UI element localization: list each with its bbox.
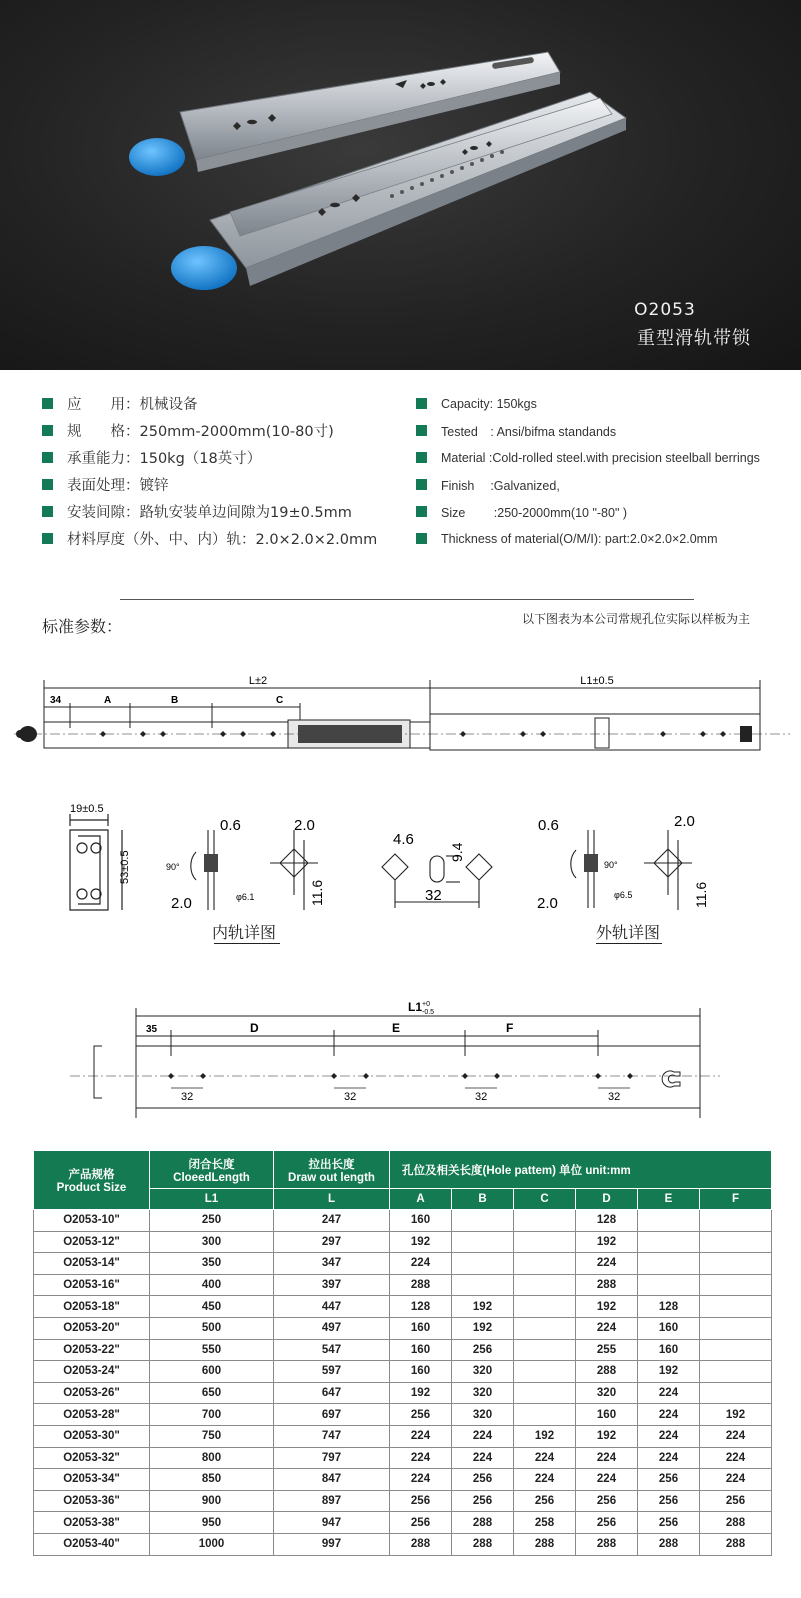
bullet-icon xyxy=(416,533,427,544)
outer-caption-underline xyxy=(596,943,662,944)
table-cell xyxy=(514,1361,576,1383)
table-cell: 997 xyxy=(274,1533,390,1555)
table-cell: 647 xyxy=(274,1382,390,1404)
table-cell: 256 xyxy=(576,1490,638,1512)
table-cell: 192 xyxy=(390,1382,452,1404)
table-cell: 224 xyxy=(700,1447,772,1469)
spec-item: Material :Cold-rolled steel.with precision steelball berrings xyxy=(416,444,760,471)
table-cell: 256 xyxy=(452,1339,514,1361)
table-cell xyxy=(514,1296,576,1318)
table-cell: 256 xyxy=(638,1512,700,1534)
table-cell: 800 xyxy=(150,1447,274,1469)
outer-rail-drawing xyxy=(0,1000,801,1124)
table-cell: O2053-40" xyxy=(34,1533,150,1555)
table-cell: 288 xyxy=(576,1533,638,1555)
table-cell xyxy=(638,1231,700,1253)
table-cell xyxy=(452,1274,514,1296)
dim-b-label: B xyxy=(171,695,179,706)
pitch-32-label: 32 xyxy=(475,1091,488,1103)
mid-94-label: 9.4 xyxy=(449,842,465,862)
table-cell: 850 xyxy=(150,1469,274,1491)
table-cell: 397 xyxy=(274,1274,390,1296)
table-cell: 288 xyxy=(514,1533,576,1555)
table-cell xyxy=(700,1274,772,1296)
hero-product-name: 重型滑轨带锁 xyxy=(637,328,751,349)
table-cell xyxy=(514,1404,576,1426)
subheader-b: B xyxy=(452,1189,514,1210)
table-cell xyxy=(452,1253,514,1275)
table-cell: 160 xyxy=(390,1339,452,1361)
spec-list-en xyxy=(416,390,760,552)
dim-35-label: 35 xyxy=(146,1024,158,1035)
table-cell: 697 xyxy=(274,1404,390,1426)
spec-item: 应 用：机械设备 xyxy=(42,390,377,417)
table-row xyxy=(34,1210,772,1232)
table-cell: 192 xyxy=(452,1317,514,1339)
table-row xyxy=(34,1533,772,1555)
table-cell: 650 xyxy=(150,1382,274,1404)
table-row xyxy=(34,1339,772,1361)
table-cell: O2053-36" xyxy=(34,1490,150,1512)
dim-l1-label: L1±0.5 xyxy=(580,675,614,687)
table-cell: 447 xyxy=(274,1296,390,1318)
table-cell: 288 xyxy=(390,1533,452,1555)
section-note: 以下图表为本公司常规孔位实际以样板为主 xyxy=(522,612,751,626)
slide-side-drawing xyxy=(0,670,801,774)
table-row xyxy=(34,1447,772,1469)
hero-model-number: O2053 xyxy=(634,300,696,320)
table-cell: 947 xyxy=(274,1512,390,1534)
inner-06-label: 0.6 xyxy=(220,817,241,834)
dim-f-label: F xyxy=(506,1021,514,1035)
table-cell: 256 xyxy=(638,1490,700,1512)
table-cell xyxy=(700,1382,772,1404)
table-cell: 256 xyxy=(390,1490,452,1512)
spec-list xyxy=(0,390,801,560)
mid-46-label: 4.6 xyxy=(393,831,414,848)
table-row xyxy=(34,1490,772,1512)
table-cell: O2053-16" xyxy=(34,1274,150,1296)
table-cell: 224 xyxy=(576,1447,638,1469)
outer-20a-label: 2.0 xyxy=(674,813,695,830)
table-cell xyxy=(514,1382,576,1404)
table-cell: 500 xyxy=(150,1317,274,1339)
bullet-icon xyxy=(42,479,53,490)
table-cell: 747 xyxy=(274,1425,390,1447)
table-cell: 224 xyxy=(638,1425,700,1447)
table-cell: 224 xyxy=(576,1469,638,1491)
table-row xyxy=(34,1469,772,1491)
table-cell: 847 xyxy=(274,1469,390,1491)
bullet-icon xyxy=(416,398,427,409)
table-cell: 192 xyxy=(514,1425,576,1447)
table-cell: 288 xyxy=(700,1533,772,1555)
table-cell: 224 xyxy=(576,1317,638,1339)
spec-item: 规 格：250mm-2000mm(10-80寸) xyxy=(42,417,377,444)
hero-banner xyxy=(0,0,801,370)
table-cell: 400 xyxy=(150,1274,274,1296)
inner-116-label: 11.6 xyxy=(309,879,325,906)
table-row xyxy=(34,1317,772,1339)
bullet-icon xyxy=(42,533,53,544)
table-cell: 797 xyxy=(274,1447,390,1469)
bullet-icon xyxy=(416,479,427,490)
table-cell: O2053-28" xyxy=(34,1404,150,1426)
section-divider xyxy=(120,599,694,600)
table-cell: O2053-10" xyxy=(34,1210,150,1232)
inner-phi-label: φ6.1 xyxy=(236,892,255,902)
table-cell: 950 xyxy=(150,1512,274,1534)
table-cell: 192 xyxy=(576,1296,638,1318)
table-cell: 350 xyxy=(150,1253,274,1275)
table-cell: 128 xyxy=(576,1210,638,1232)
table-cell: 256 xyxy=(452,1469,514,1491)
table-cell: 224 xyxy=(514,1469,576,1491)
header-draw: 拉出长度 Draw out length xyxy=(274,1151,390,1189)
spec-item: Thickness of material(O/M/I): part:2.0×2.0×2.0mm xyxy=(416,525,760,552)
table-row xyxy=(34,1425,772,1447)
table-cell: 192 xyxy=(390,1231,452,1253)
table-cell: 320 xyxy=(452,1361,514,1383)
table-cell: 256 xyxy=(638,1469,700,1491)
table-cell: 288 xyxy=(452,1533,514,1555)
table-cell: 192 xyxy=(638,1361,700,1383)
spec-item: Tested : Ansi/bifma standands xyxy=(416,417,760,444)
inner-20b-label: 2.0 xyxy=(171,895,192,912)
table-cell xyxy=(514,1339,576,1361)
outer-90-label: 90° xyxy=(604,860,618,870)
outer-phi-label: φ6.5 xyxy=(614,890,633,900)
table-cell: 224 xyxy=(576,1253,638,1275)
table-cell: 255 xyxy=(576,1339,638,1361)
table-cell: 550 xyxy=(150,1339,274,1361)
dim-l1-tol-up: +0 xyxy=(422,1001,430,1008)
table-cell: 600 xyxy=(150,1361,274,1383)
subheader-e: E xyxy=(638,1189,700,1210)
table-cell: 256 xyxy=(514,1490,576,1512)
table-cell: 256 xyxy=(390,1512,452,1534)
dim-l1-label: L1 xyxy=(408,1000,423,1014)
table-cell: 320 xyxy=(452,1382,514,1404)
table-cell: 224 xyxy=(638,1447,700,1469)
pitch-32-label: 32 xyxy=(344,1091,357,1103)
table-cell: O2053-12" xyxy=(34,1231,150,1253)
table-cell xyxy=(700,1231,772,1253)
table-cell: O2053-30" xyxy=(34,1425,150,1447)
spec-item: 材料厚度（外、中、内）轨：2.0×2.0×2.0mm xyxy=(42,525,377,552)
table-cell xyxy=(700,1339,772,1361)
table-row xyxy=(34,1512,772,1534)
dim-e-label: E xyxy=(392,1021,401,1035)
outer-20b-label: 2.0 xyxy=(537,895,558,912)
table-cell: 288 xyxy=(700,1512,772,1534)
bullet-icon xyxy=(42,452,53,463)
table-cell: O2053-20" xyxy=(34,1317,150,1339)
table-row xyxy=(34,1382,772,1404)
table-cell xyxy=(700,1296,772,1318)
dim-d-label: D xyxy=(250,1021,259,1035)
detail-drawings-svg xyxy=(0,800,801,920)
table-cell: 256 xyxy=(452,1490,514,1512)
outer-116-label: 11.6 xyxy=(693,881,709,908)
table-cell: 192 xyxy=(576,1231,638,1253)
table-cell: 297 xyxy=(274,1231,390,1253)
table-cell: 224 xyxy=(638,1382,700,1404)
slide-side-svg xyxy=(0,670,801,770)
section-title: 标准参数： xyxy=(42,617,123,636)
table-cell: 300 xyxy=(150,1231,274,1253)
bullet-icon xyxy=(416,452,427,463)
spec-item: 安装间隙：路轨安装单边间隙为19±0.5mm xyxy=(42,498,377,525)
pitch-32-label: 32 xyxy=(181,1091,194,1103)
outer-caption: 外轨详图 xyxy=(596,923,661,942)
bullet-icon xyxy=(42,398,53,409)
dim-a-label: A xyxy=(104,695,112,706)
table-cell: 160 xyxy=(576,1404,638,1426)
table-cell xyxy=(452,1210,514,1232)
table-cell: 224 xyxy=(390,1425,452,1447)
table-cell: 597 xyxy=(274,1361,390,1383)
table-cell: 497 xyxy=(274,1317,390,1339)
bullet-icon xyxy=(416,425,427,436)
table-cell: 192 xyxy=(576,1425,638,1447)
table-cell: 224 xyxy=(452,1425,514,1447)
table-row xyxy=(34,1361,772,1383)
table-cell: 256 xyxy=(700,1490,772,1512)
table-cell xyxy=(700,1253,772,1275)
table-cell: 900 xyxy=(150,1490,274,1512)
table-cell xyxy=(514,1210,576,1232)
dim-53-label: 53±0.5 xyxy=(119,850,131,884)
table-cell xyxy=(638,1253,700,1275)
table-cell: 160 xyxy=(390,1317,452,1339)
detail-drawings xyxy=(0,800,801,942)
table-cell xyxy=(638,1210,700,1232)
dim-l1-tol-down: -0.5 xyxy=(422,1009,435,1016)
subheader-l: L xyxy=(274,1189,390,1210)
table-cell: O2053-34" xyxy=(34,1469,150,1491)
table-cell: 320 xyxy=(576,1382,638,1404)
table-cell: O2053-22" xyxy=(34,1339,150,1361)
table-row xyxy=(34,1253,772,1275)
spec-list-cn xyxy=(42,390,377,552)
table-cell xyxy=(514,1317,576,1339)
spec-item: Capacity: 150kgs xyxy=(416,390,760,417)
table-body xyxy=(34,1210,772,1556)
table-cell: 224 xyxy=(638,1404,700,1426)
table-row xyxy=(34,1404,772,1426)
subheader-d: D xyxy=(576,1189,638,1210)
table-cell: 192 xyxy=(700,1404,772,1426)
table-cell: 250 xyxy=(150,1210,274,1232)
table-cell xyxy=(700,1317,772,1339)
table-cell: 750 xyxy=(150,1425,274,1447)
spec-item: Finish :Galvanized, xyxy=(416,471,760,498)
bullet-icon xyxy=(416,506,427,517)
pitch-32-label: 32 xyxy=(608,1091,621,1103)
table-cell: O2053-18" xyxy=(34,1296,150,1318)
table-row xyxy=(34,1296,772,1318)
table-cell xyxy=(700,1361,772,1383)
table-cell: 288 xyxy=(576,1361,638,1383)
subheader-l1: L1 xyxy=(150,1189,274,1210)
table-cell: 256 xyxy=(390,1404,452,1426)
table-cell: 224 xyxy=(700,1469,772,1491)
inner-90-label: 90° xyxy=(166,862,180,872)
table-cell: 224 xyxy=(700,1425,772,1447)
table-row xyxy=(34,1274,772,1296)
table-row xyxy=(34,1231,772,1253)
table-cell: 224 xyxy=(390,1469,452,1491)
inner-caption: 内轨详图 xyxy=(212,923,277,942)
table-cell: 247 xyxy=(274,1210,390,1232)
table-cell: 160 xyxy=(390,1361,452,1383)
table-cell: 192 xyxy=(452,1296,514,1318)
spec-item: Size :250-2000mm(10 "-80" ) xyxy=(416,498,760,525)
table-cell: 128 xyxy=(390,1296,452,1318)
table-cell: 320 xyxy=(452,1404,514,1426)
table-cell xyxy=(514,1253,576,1275)
table-cell: O2053-38" xyxy=(34,1512,150,1534)
bullet-icon xyxy=(42,425,53,436)
spec-item: 承重能力：150kg（18英寸） xyxy=(42,444,377,471)
table-cell: 224 xyxy=(514,1447,576,1469)
header-model: 产品规格 Product Size xyxy=(34,1151,150,1210)
table-cell: 288 xyxy=(576,1274,638,1296)
table-cell: 897 xyxy=(274,1490,390,1512)
table-cell: 450 xyxy=(150,1296,274,1318)
table-cell: 288 xyxy=(638,1533,700,1555)
outer-rail-svg xyxy=(0,1000,801,1120)
header-hole: 孔位及相关长度(Hole pattem) 单位 unit:mm xyxy=(390,1151,772,1189)
table-cell: O2053-32" xyxy=(34,1447,150,1469)
dim-19-label: 19±0.5 xyxy=(70,803,104,815)
table-cell xyxy=(514,1231,576,1253)
table-cell xyxy=(514,1274,576,1296)
table-cell xyxy=(700,1210,772,1232)
table-cell: O2053-24" xyxy=(34,1361,150,1383)
table-cell: 288 xyxy=(390,1274,452,1296)
table-cell xyxy=(638,1274,700,1296)
table-cell: 160 xyxy=(638,1339,700,1361)
table-cell: 224 xyxy=(452,1447,514,1469)
spec-item: 表面处理：镀锌 xyxy=(42,471,377,498)
spec-table xyxy=(33,1150,772,1556)
table-cell: 224 xyxy=(390,1253,452,1275)
table-cell: 224 xyxy=(390,1447,452,1469)
subheader-a: A xyxy=(390,1189,452,1210)
mid-32-label: 32 xyxy=(425,887,442,904)
subheader-f: F xyxy=(700,1189,772,1210)
subheader-c: C xyxy=(514,1189,576,1210)
dim-34-label: 34 xyxy=(50,695,62,706)
outer-06-label: 0.6 xyxy=(538,817,559,834)
table-cell: 128 xyxy=(638,1296,700,1318)
table-cell: 258 xyxy=(514,1512,576,1534)
table-cell xyxy=(452,1231,514,1253)
table-cell: 160 xyxy=(638,1317,700,1339)
table-cell: O2053-26" xyxy=(34,1382,150,1404)
table-cell: O2053-14" xyxy=(34,1253,150,1275)
table-cell: 1000 xyxy=(150,1533,274,1555)
table-cell: 547 xyxy=(274,1339,390,1361)
table-cell: 288 xyxy=(452,1512,514,1534)
header-closed: 闭合长度 CloeedLength xyxy=(150,1151,274,1189)
dim-l-label: L±2 xyxy=(248,675,268,687)
dim-c-label: C xyxy=(276,695,284,706)
table-header-row xyxy=(34,1151,772,1189)
table-cell: 256 xyxy=(576,1512,638,1534)
bullet-icon xyxy=(42,506,53,517)
table-cell: 700 xyxy=(150,1404,274,1426)
table-cell: 160 xyxy=(390,1210,452,1232)
table-cell: 347 xyxy=(274,1253,390,1275)
inner-caption-underline xyxy=(214,943,280,944)
inner-20a-label: 2.0 xyxy=(294,817,315,834)
